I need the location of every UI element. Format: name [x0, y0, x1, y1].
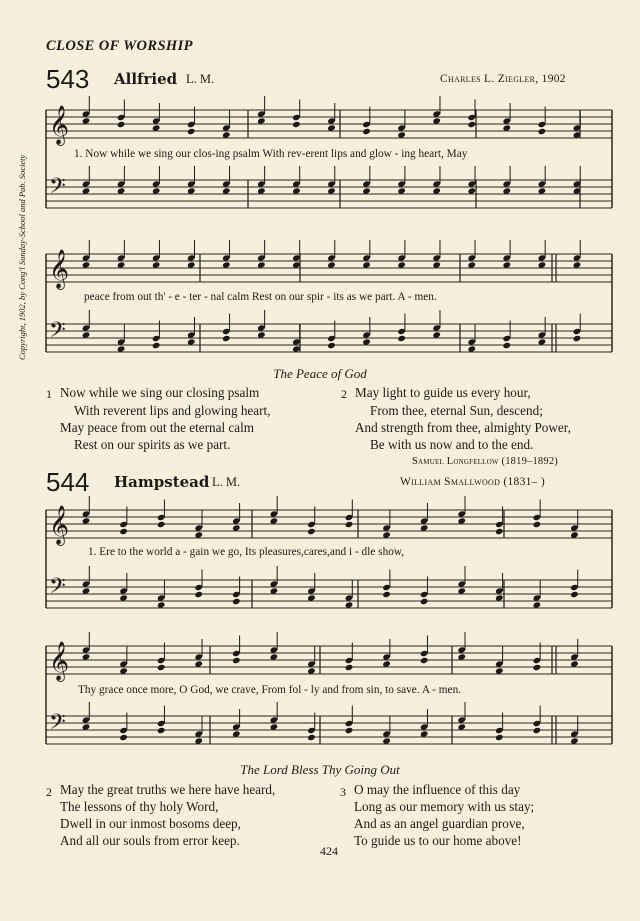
tune-name: Hampstead — [114, 473, 210, 491]
bass-clef-icon: 𝄢 — [49, 574, 66, 604]
note-head — [533, 521, 542, 528]
verse-line: Long as our memory with us stay; — [354, 799, 535, 814]
note-head — [345, 727, 354, 734]
verse-line: May light to guide us every hour, — [355, 385, 531, 400]
verse-line: And all our souls from error keep. — [60, 833, 240, 848]
copyright-notice: Copyright, 1902, by Cong'l Sunday-School and Pub. Society — [17, 154, 27, 360]
verse-line: Dwell in our inmost bosoms deep, — [60, 816, 241, 831]
note-head — [495, 528, 504, 535]
note-head — [420, 598, 429, 605]
note-head — [157, 727, 166, 734]
note-head — [573, 335, 582, 342]
note-head — [232, 657, 241, 664]
note-head — [307, 734, 316, 741]
note-head — [533, 727, 542, 734]
verse-number: 1 — [46, 387, 52, 401]
hymn-caption: The Lord Bless Thy Going Out — [240, 762, 400, 777]
note-head — [157, 664, 166, 671]
verse-number: 2 — [341, 387, 347, 401]
hymn-caption: The Peace of God — [273, 366, 367, 381]
hymn-number: 543 — [46, 64, 90, 94]
verse-line: Be with us now and to the end. — [370, 437, 534, 452]
note-head — [533, 664, 542, 671]
note-head — [420, 657, 429, 664]
note-head — [152, 342, 161, 349]
note-head — [187, 128, 196, 135]
lyrics-line: Thy grace once more, O God, we crave, From fol - ly and from sin, to save. A - men. — [78, 684, 462, 696]
lyrics-line: 1. Ere to the world a - gain we go, Its pleasures,cares,and i - dle show, — [88, 546, 405, 558]
verse-line: And strength from thee, almighty Power, — [355, 420, 571, 435]
treble-clef-icon: 𝄞 — [49, 105, 70, 145]
verse-line: And as an angel guardian prove, — [354, 816, 525, 831]
note-head — [503, 342, 512, 349]
verse-line: Now while we sing our closing psalm — [60, 385, 260, 400]
bass-clef-icon: 𝄢 — [49, 174, 66, 204]
note-head — [467, 121, 476, 128]
note-head — [292, 121, 301, 128]
verse-line: Rest on our spirits as we part. — [74, 437, 231, 452]
verse-number: 2 — [46, 785, 52, 799]
note-head — [307, 528, 316, 535]
note-head — [327, 342, 336, 349]
verse-line: From thee, eternal Sun, descend; — [370, 403, 543, 418]
note-head — [345, 664, 354, 671]
treble-clef-icon: 𝄞 — [49, 641, 70, 681]
verse-line: With reverent lips and glowing heart, — [74, 403, 271, 418]
treble-clef-icon: 𝄞 — [49, 249, 70, 289]
hymn-author: Samuel Longfellow (1819–1892) — [412, 456, 558, 467]
note-head — [570, 591, 579, 598]
bass-clef-icon: 𝄢 — [49, 710, 66, 740]
section-title: CLOSE OF WORSHIP — [46, 38, 193, 54]
note-head — [157, 521, 166, 528]
verse-line: O may the influence of this day — [354, 782, 521, 797]
note-head — [117, 121, 126, 128]
verse-number: 3 — [340, 785, 346, 799]
verse-line: To guide us to our home above! — [354, 833, 522, 848]
note-head — [119, 734, 128, 741]
composer: Charles L. Ziegler, 1902 — [440, 73, 566, 85]
note-head — [382, 591, 391, 598]
note-head — [495, 734, 504, 741]
tune-name: Allfried — [114, 70, 178, 88]
meter: L. M. — [186, 72, 215, 86]
note-head — [362, 128, 371, 135]
meter: L. M. — [212, 475, 241, 489]
note-head — [538, 128, 547, 135]
verse-line: May peace from out the eternal calm — [60, 420, 255, 435]
note-head — [345, 521, 354, 528]
note-head — [232, 598, 241, 605]
hymn-number: 544 — [46, 467, 90, 497]
page-number: 424 — [320, 844, 338, 858]
note-head — [397, 335, 406, 342]
verse-line: May the great truths we here have heard, — [60, 782, 276, 797]
bass-clef-icon: 𝄢 — [49, 318, 66, 348]
lyrics-line: 1. Now while we sing our clos-ing psalm With rev-erent lips and glow - ing heart, May — [74, 148, 468, 160]
note-head — [119, 528, 128, 535]
composer: William Smallwood (1831– ) — [400, 476, 546, 488]
verse-line: The lessons of thy holy Word, — [60, 799, 219, 814]
note-head — [194, 591, 203, 598]
note-head — [222, 335, 231, 342]
treble-clef-icon: 𝄞 — [49, 505, 70, 545]
lyrics-line: peace from out th' - e - ter - nal calm Rest on our spir - its as we part. A - men. — [84, 291, 437, 303]
